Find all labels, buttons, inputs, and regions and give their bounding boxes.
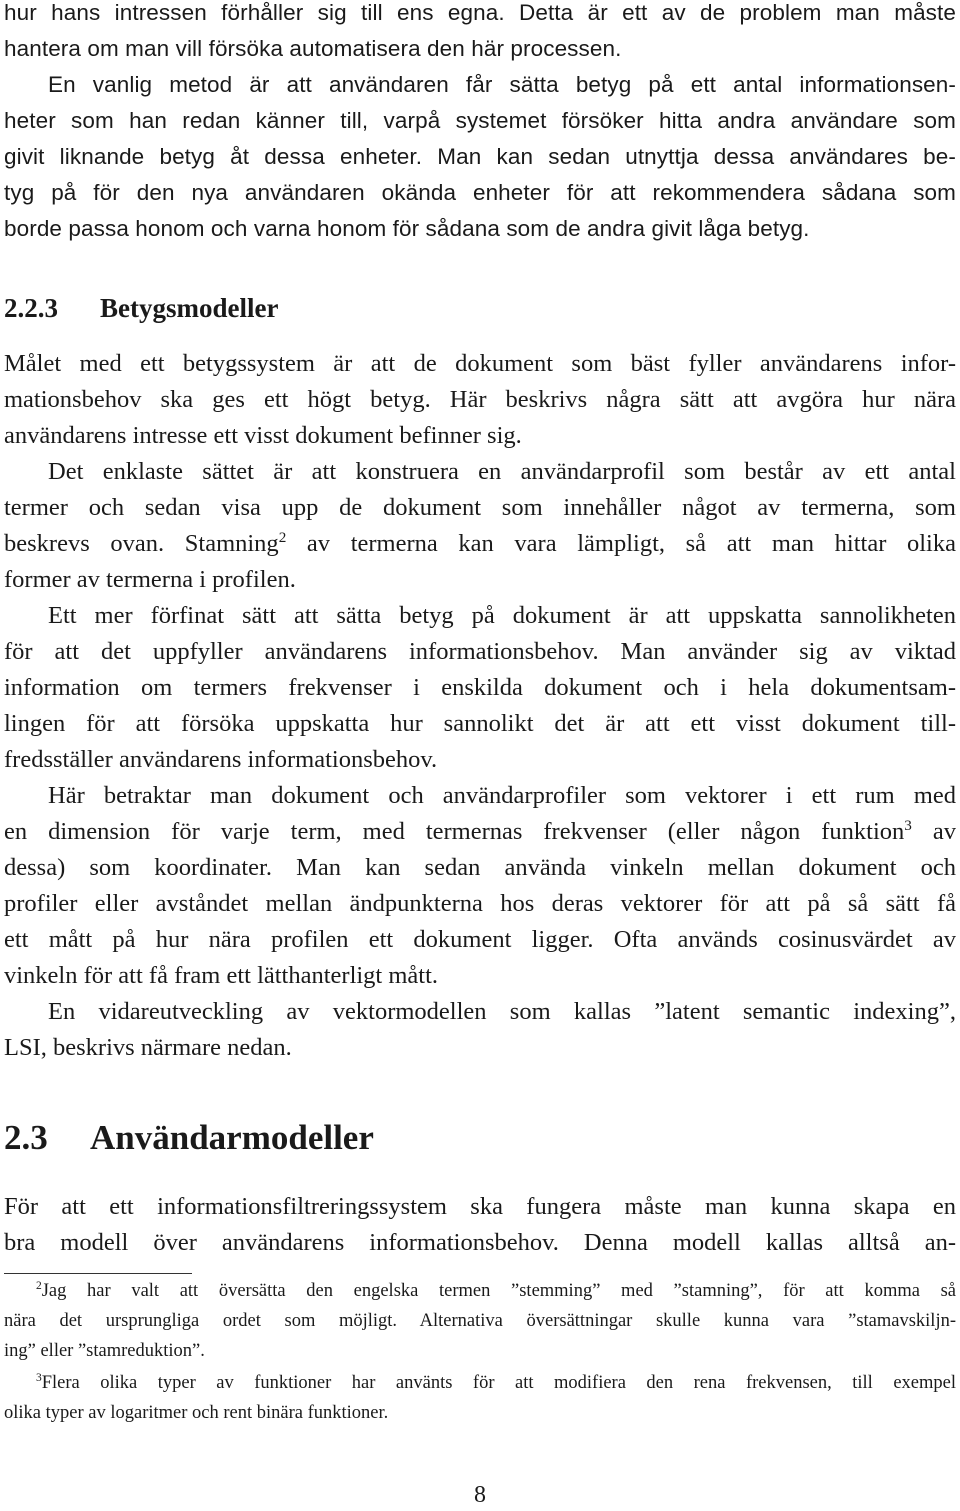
paragraph-line: vinkeln för att få fram ett lätthanterligt mått. [4,962,439,989]
footnote-ref-3: 3 [904,816,912,834]
paragraph-line: information om termers frekvenser i enskilda dokument och i hela dokumentsam- [4,674,956,701]
footnote-3-line: olika typer av logaritmer och rent binära funktioner. [4,1403,389,1423]
paragraph-line: För att ett informationsfiltreringssystem ska fungera måste man kunna skapa en [4,1193,956,1220]
paragraph-line: fredsställer användarens informationsbehov. [4,746,438,773]
footnote-ref-2: 2 [278,528,287,546]
page-number: 8 [474,1482,486,1508]
section-number: 2.2.3 [4,293,58,323]
paragraph-line: användarens intresse ett visst dokument befinner sig. [4,422,522,449]
paragraph-line: mationsbehov ska ges ett högt betyg. Här beskrivs några sätt att avgöra hur nära [4,386,956,413]
paragraph-line: Här betraktar man dokument och användarprofiler som vektorer i ett rum med [48,782,956,809]
paragraph-line: givit liknande betyg åt dessa enheter. Man kan sedan utnyttja dessa användares be- [4,144,956,169]
paragraph-line: Det enklaste sättet är att konstruera en användarprofil som består av ett antal [48,458,956,485]
paragraph-line: LSI, beskrivs närmare nedan. [4,1034,292,1061]
footnote-text: Flera olika typer av funktioner har använts för att modifiera den rena frekvensen, till exempel [41,1373,956,1393]
footnote-2-line [4,1276,956,1306]
footnote-2-line: nära det ursprungliga ordet som möjligt. Alternativa översättningar skulle kunna vara ”stamavskiljn- [4,1311,956,1331]
section-title: Användarmodeller [90,1118,374,1157]
paragraph-line-with-footnote [4,526,956,562]
footnote-mark: 2 [36,1279,42,1292]
paragraph-line: En vanlig metod är att användaren får sätta betyg på ett antal informationsen- [48,72,956,97]
section-heading-anvandarmodeller [4,1116,374,1160]
paragraph-line: borde passa honom och varna honom för sådana som de andra givit låga betyg. [4,216,810,241]
footnote-divider [4,1273,192,1274]
footnote-mark: 3 [36,1371,42,1384]
paragraph-line-with-footnote [4,814,956,850]
paragraph-line: dessa) som koordinater. Man kan sedan använda vinkeln mellan dokument och [4,854,956,881]
paragraph-line: tyg på för den nya användaren okända enheter för att rekommendera sådana som [4,180,956,205]
section-title: Betygsmodeller [100,293,279,323]
section-number: 2.3 [4,1118,48,1157]
text-run: beskrevs ovan. Stamning [4,530,279,557]
paragraph-line: lingen för att försöka uppskatta hur sannolikt det är att ett visst dokument till- [4,710,956,737]
footnote-2-line: ing” eller ”stamreduktion”. [4,1341,205,1361]
paragraph-line: heter som han redan känner till, varpå systemet försöker hitta andra användare som [4,108,956,133]
paragraph-line: bra modell över användarens informationsbehov. Denna modell kallas alltså an- [4,1229,956,1256]
footnote-text: Jag har valt att översätta den engelska termen ”stemming” med ”stamning”, för att komma så [41,1281,956,1301]
text-run: av termerna kan vara lämpligt, så att man hittar olika [286,530,956,557]
paragraph-line: Målet med ett betygssystem är att de dokument som bäst fyller användarens infor- [4,350,956,377]
paragraph-line: hur hans intressen förhåller sig till ens egna. Detta är ett av de problem man måste [4,0,956,25]
paragraph-line: hantera om man vill försöka automatisera den här processen. [4,36,622,61]
paragraph-line: En vidareutveckling av vektormodellen som kallas ”latent semantic indexing”, [48,998,956,1025]
paragraph-line: termer och sedan visa upp de dokument som innehåller något av termerna, som [4,494,956,521]
paragraph-line: profiler eller avståndet mellan ändpunkterna hos deras vektorer för att på så sätt få [4,890,956,917]
text-run: en dimension för varje term, med termernas frekvenser (eller någon funktion [4,818,905,845]
paragraph-line: former av termerna i profilen. [4,566,296,593]
text-run: av [911,818,956,845]
paragraph-line: Ett mer förfinat sätt att sätta betyg på dokument är att uppskatta sannolikheten [48,602,956,629]
paragraph-line: ett mått på hur nära profilen ett dokument ligger. Ofta används cosinusvärdet av [4,926,956,953]
paragraph-line: för att det uppfyller användarens informationsbehov. Man använder sig av viktad [4,638,956,665]
footnote-3-line [4,1368,956,1398]
section-heading-betygsmodeller [4,290,278,326]
